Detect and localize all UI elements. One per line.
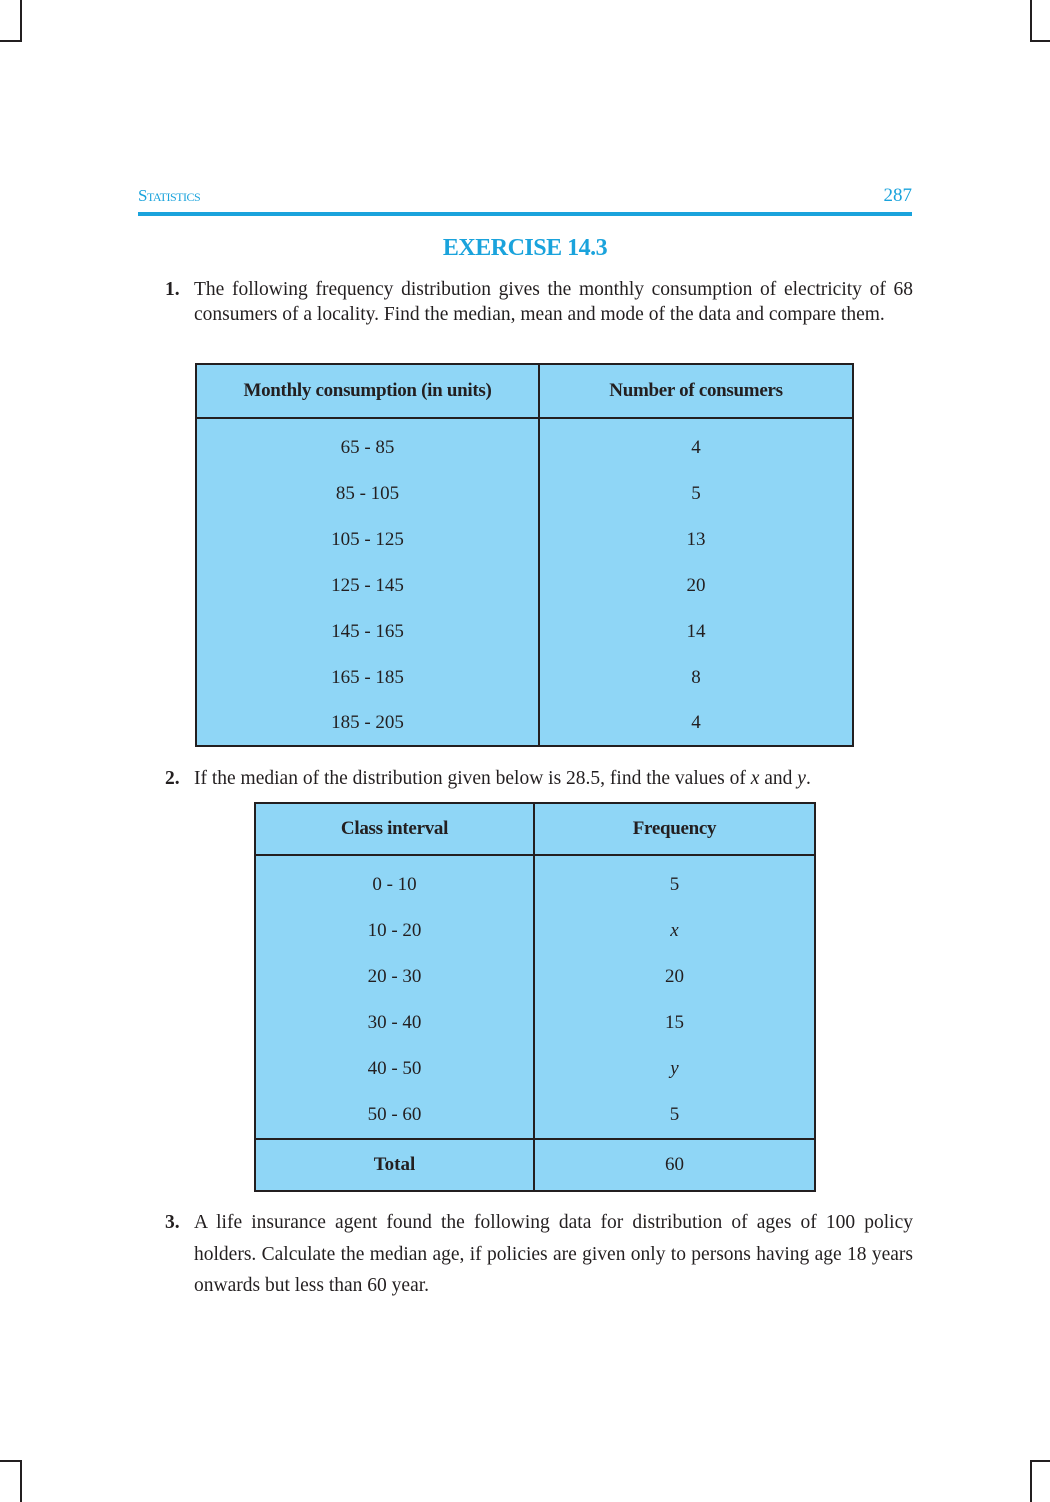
question-text: The following frequency distribution gives the monthly consumption of electricity of 68 consumers of a locality. Find the median, mean and mode of the data and compare them. — [194, 279, 913, 325]
header-rule — [138, 212, 912, 216]
column-header: Monthly consumption (in units) — [196, 364, 539, 418]
class-cell: 85 - 105 — [196, 471, 539, 517]
frequency-cell: y — [534, 1046, 815, 1092]
frequency-cell: 4 — [539, 418, 853, 471]
frequency-cell: 5 — [534, 1092, 815, 1139]
column-header: Frequency — [534, 803, 815, 855]
class-interval-table — [254, 802, 816, 1192]
class-cell: 0 - 10 — [255, 855, 534, 908]
class-cell: 105 - 125 — [196, 517, 539, 563]
class-cell: 125 - 145 — [196, 563, 539, 609]
table-row — [255, 1092, 815, 1139]
table-row — [196, 655, 853, 701]
crop-mark-top-left — [0, 0, 22, 42]
question-2 — [165, 766, 913, 791]
running-header-chapter: Statistics — [138, 186, 201, 205]
table-row — [196, 517, 853, 563]
exercise-title: EXERCISE 14.3 — [442, 235, 608, 261]
class-cell: 30 - 40 — [255, 1000, 534, 1046]
consumption-table — [195, 363, 854, 747]
frequency-cell: 20 — [539, 563, 853, 609]
table-row — [255, 908, 815, 954]
frequency-cell: 5 — [539, 471, 853, 517]
frequency-cell: 5 — [534, 855, 815, 908]
frequency-cell: 13 — [539, 517, 853, 563]
frequency-cell: 20 — [534, 954, 815, 1000]
frequency-cell: 14 — [539, 609, 853, 655]
total-label: Total — [255, 1139, 534, 1191]
crop-mark-top-right — [1030, 0, 1050, 42]
table-row — [196, 471, 853, 517]
table-row — [196, 609, 853, 655]
table-row — [255, 1046, 815, 1092]
frequency-cell: x — [534, 908, 815, 954]
question-1 — [165, 277, 913, 327]
total-value: 60 — [534, 1139, 815, 1191]
frequency-cell: 4 — [539, 701, 853, 746]
question-number: 3. — [165, 1212, 180, 1233]
question-number: 2. — [165, 768, 180, 789]
total-row — [255, 1139, 815, 1191]
table-row — [255, 954, 815, 1000]
question-text: If the median of the distribution given below is 28.5, find the values of x and y. — [194, 768, 811, 789]
column-header: Class interval — [255, 803, 534, 855]
question-text: A life insurance agent found the following data for distribution of ages of 100 policy holders. Calculate the median age, if policies are given only to persons having age 18 years onwards but less than 60 year. — [194, 1212, 913, 1296]
question-number: 1. — [165, 279, 180, 300]
crop-mark-bottom-right — [1030, 1460, 1050, 1502]
class-cell: 50 - 60 — [255, 1092, 534, 1139]
class-cell: 165 - 185 — [196, 655, 539, 701]
table-row — [255, 855, 815, 908]
class-cell: 20 - 30 — [255, 954, 534, 1000]
class-cell: 145 - 165 — [196, 609, 539, 655]
class-cell: 185 - 205 — [196, 701, 539, 746]
column-header: Number of consumers — [539, 364, 853, 418]
question-3 — [165, 1207, 913, 1302]
page-number: 287 — [883, 185, 912, 206]
table-row — [196, 418, 853, 471]
class-cell: 10 - 20 — [255, 908, 534, 954]
table-row — [196, 701, 853, 746]
table-row — [196, 563, 853, 609]
class-cell: 40 - 50 — [255, 1046, 534, 1092]
frequency-cell: 8 — [539, 655, 853, 701]
table-row — [255, 1000, 815, 1046]
frequency-cell: 15 — [534, 1000, 815, 1046]
crop-mark-bottom-left — [0, 1460, 22, 1502]
class-cell: 65 - 85 — [196, 418, 539, 471]
